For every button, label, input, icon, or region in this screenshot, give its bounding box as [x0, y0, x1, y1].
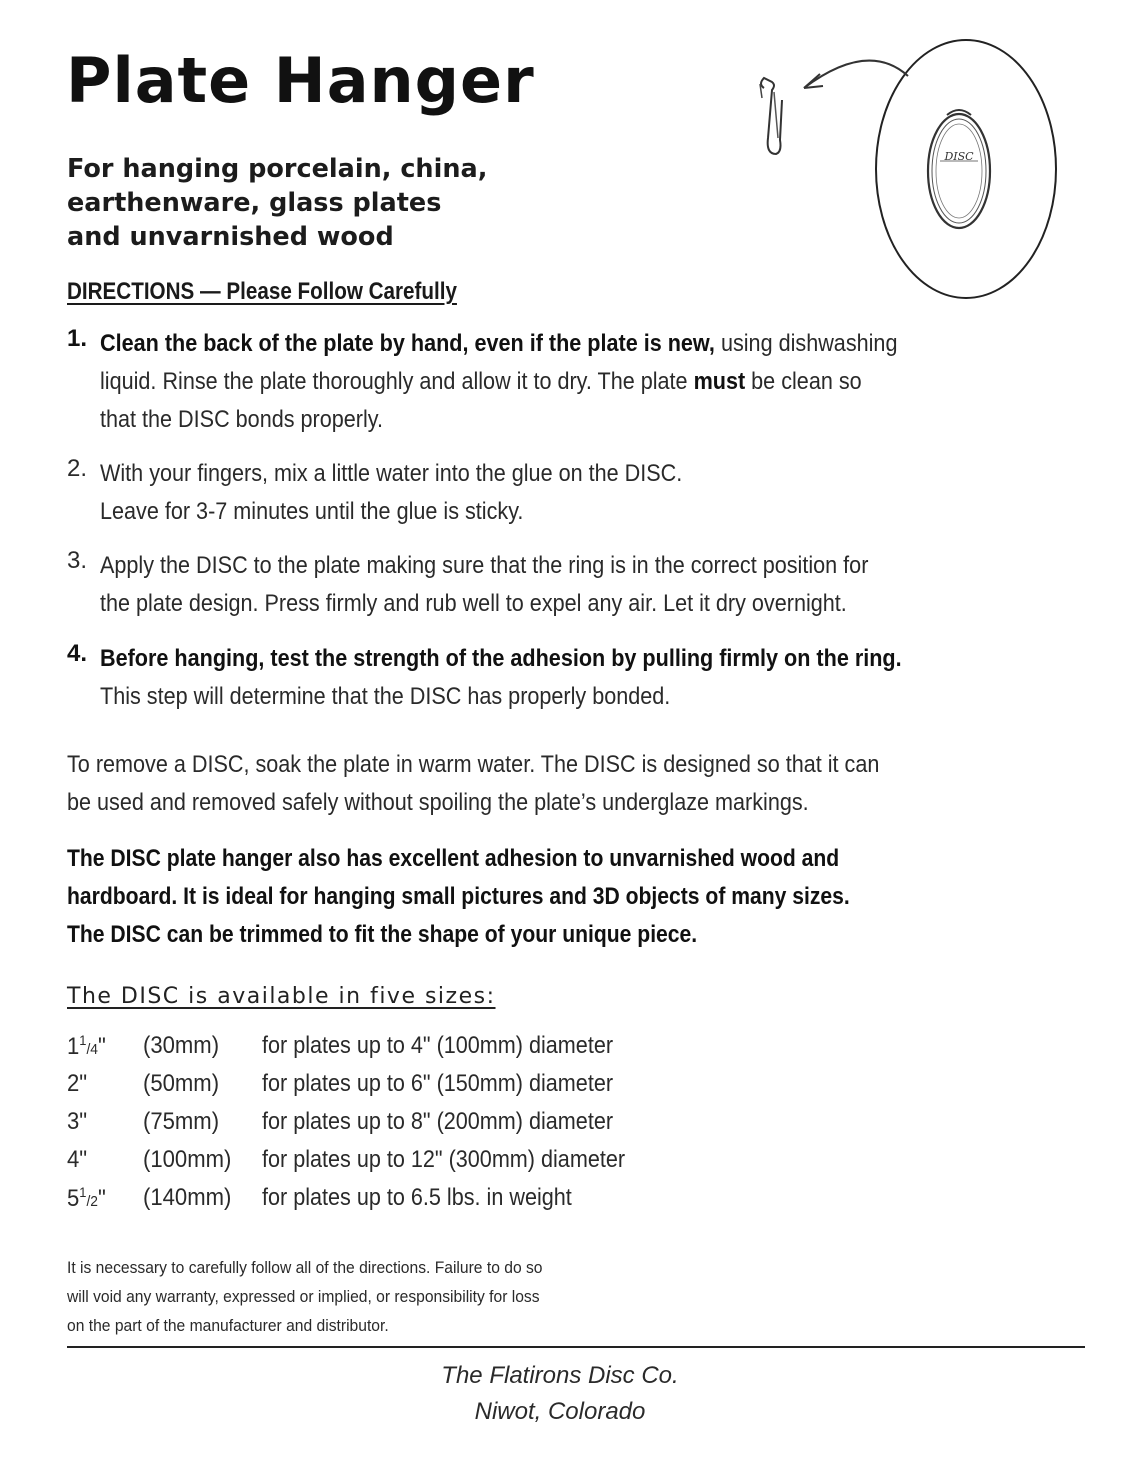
step-text [100, 547, 991, 623]
subtitle-line: For hanging porcelain, china, [67, 154, 488, 184]
description-cell: for plates up to 6" (150mm) diameter [262, 1070, 614, 1097]
divider [67, 1346, 1085, 1348]
step-number: 2. [67, 455, 88, 482]
page-title: Plate Hanger [66, 44, 535, 117]
size-fraction-denominator: 4 [90, 1041, 98, 1058]
step-number: 1. [67, 325, 88, 352]
curved-arrow-icon [804, 61, 908, 88]
subtitle-line: and unvarnished wood [67, 222, 394, 252]
size-cell: 4" [67, 1146, 88, 1173]
company-location: Niwot, Colorado [474, 1398, 646, 1425]
step-text-line: With your fingers, mix a little water into the glue on the DISC. [100, 460, 683, 487]
mm-cell: (30mm) [143, 1032, 220, 1059]
wood-note [67, 840, 850, 954]
sizes-heading: The DISC is available in five sizes: [67, 984, 496, 1009]
step-text-fragment: be clean so [745, 368, 862, 395]
step-text-line: This step will determine that the DISC has properly bonded. [100, 683, 671, 710]
size-whole: 1 [67, 1033, 80, 1060]
step-text [100, 325, 991, 439]
plate-icon [876, 40, 1056, 298]
step-text-line: Apply the DISC to the plate making sure that the ring is in the correct position for [100, 552, 869, 579]
step-text-fragment: using dishwashing [714, 330, 898, 357]
size-cell: 2" [67, 1070, 88, 1097]
paragraph-line: The DISC plate hanger also has excellent adhesion to unvarnished wood and [67, 845, 840, 872]
step-text-line: the plate design. Press firmly and rub well to expel any air. Let it dry overnight. [100, 590, 847, 617]
step-text [100, 455, 991, 531]
step-text-line: that the DISC bonds properly. [100, 406, 383, 433]
subtitle-line: earthenware, glass plates [67, 188, 442, 218]
paragraph-line: To remove a DISC, soak the plate in warm water. The DISC is designed so that it can [67, 751, 880, 778]
size-whole: 5 [67, 1185, 80, 1212]
directions-heading: DIRECTIONS — Please Follow Carefully [67, 278, 457, 305]
step-bold-text: Before hanging, test the strength of the adhesion by pulling firmly on the ring. [100, 645, 902, 672]
description-cell: for plates up to 4" (100mm) diameter [262, 1032, 614, 1059]
removal-paragraph [67, 746, 1012, 822]
company-name: The Flatirons Disc Co. [441, 1362, 679, 1389]
size-cell: $5^1/2$" [67, 1184, 106, 1212]
paragraph-line: The DISC can be trimmed to fit the shape of your unique piece. [67, 921, 698, 948]
hook-icon [760, 78, 782, 154]
mm-cell: (50mm) [143, 1070, 220, 1097]
step-text [100, 640, 991, 716]
hanger-illustration [750, 38, 1080, 308]
step-number: 4. [67, 640, 88, 667]
size-fraction-numerator: 1 [79, 1032, 87, 1048]
paragraph-line: hardboard. It is ideal for hanging small pictures and 3D objects of many sizes. [67, 883, 850, 910]
paragraph-line: be used and removed safely without spoiling the plate’s underglaze markings. [67, 789, 809, 816]
size-suffix: " [97, 1033, 106, 1060]
description-cell: for plates up to 8" (200mm) diameter [262, 1108, 614, 1135]
disclaimer-line: will void any warranty, expressed or implied, or responsibility for loss [67, 1287, 540, 1306]
step-text-line: Leave for 3-7 minutes until the glue is sticky. [100, 498, 524, 525]
size-fraction-numerator: 1 [79, 1184, 87, 1200]
step-text-fragment: liquid. Rinse the plate thoroughly and allow it to dry. The plate [100, 368, 694, 395]
disclaimer-line: It is necessary to carefully follow all of the directions. Failure to do so [67, 1258, 543, 1277]
size-cell: $1^1/4$" [67, 1032, 106, 1060]
size-cell: 3" [67, 1108, 88, 1135]
disclaimer-line: on the part of the manufacturer and distributor. [67, 1316, 389, 1335]
disc-icon [928, 110, 990, 228]
mm-cell: (75mm) [143, 1108, 220, 1135]
step-number: 3. [67, 547, 88, 574]
size-suffix: " [97, 1185, 106, 1212]
mm-cell: (140mm) [143, 1184, 232, 1211]
mm-cell: (100mm) [143, 1146, 232, 1173]
disc-label: DISC [944, 150, 974, 163]
size-fraction-denominator: 2 [90, 1193, 98, 1210]
footer [380, 1358, 740, 1430]
description-cell: for plates up to 12" (300mm) diameter [262, 1146, 626, 1173]
step-bold-text: Clean the back of the plate by hand, even if the plate is new, [100, 330, 715, 357]
disclaimer [67, 1253, 543, 1340]
description-cell: for plates up to 6.5 lbs. in weight [262, 1184, 572, 1211]
step-bold-text: must [693, 368, 746, 395]
subtitle [67, 152, 707, 254]
